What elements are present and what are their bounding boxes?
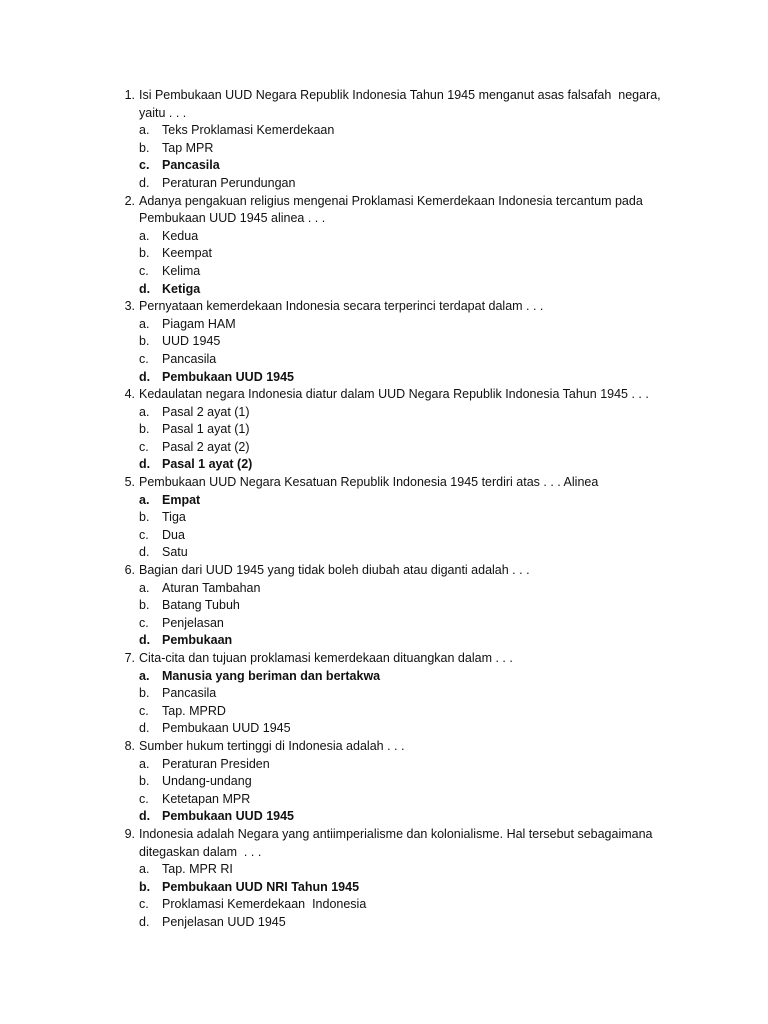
- option-text: Tap. MPR RI: [162, 862, 233, 877]
- option-b-correct: [0, 879, 768, 897]
- option-text: Pembukaan: [162, 633, 233, 648]
- option-text: Peraturan Presiden: [162, 756, 270, 771]
- option-text: Penjelasan UUD 1945: [162, 914, 286, 929]
- question-number: 4.: [124, 387, 135, 402]
- option-letter: c.: [139, 439, 149, 454]
- question-text: Kedaulatan negara Indonesia diatur dalam UUD Negara Republik Indonesia Tahun 1945 . . .: [139, 387, 649, 402]
- option-text: Penjelasan: [162, 615, 224, 630]
- option-letter: c.: [139, 615, 149, 630]
- option-d: [0, 720, 768, 738]
- question-text: Bagian dari UUD 1945 yang tidak boleh diubah atau diganti adalah . . .: [139, 563, 530, 578]
- question-number: 5.: [124, 475, 135, 490]
- option-a: [0, 316, 768, 334]
- option-c: [0, 615, 768, 633]
- option-letter: b.: [139, 774, 150, 789]
- option-text: UUD 1945: [162, 334, 221, 349]
- question-number: 1.: [124, 88, 135, 102]
- option-letter: c.: [139, 703, 149, 718]
- question-number: 8.: [124, 738, 135, 753]
- option-text: Peraturan Perundungan: [162, 175, 296, 190]
- option-letter: b.: [139, 140, 150, 155]
- question-3: [0, 298, 768, 386]
- option-text: Dua: [162, 527, 185, 542]
- option-d-correct: [0, 281, 768, 299]
- question-6: [0, 562, 768, 650]
- option-letter: d.: [139, 545, 150, 560]
- option-text: Batang Tubuh: [162, 598, 240, 613]
- option-text: Pembukaan UUD 1945: [162, 721, 291, 736]
- option-c: [0, 351, 768, 369]
- option-d-correct: [0, 808, 768, 826]
- option-letter: d.: [139, 914, 150, 929]
- option-letter: b.: [139, 686, 150, 701]
- option-text: Piagam HAM: [162, 316, 236, 331]
- option-letter: c.: [139, 527, 149, 542]
- option-a: [0, 228, 768, 246]
- question-9: [0, 826, 768, 932]
- option-a-correct: [0, 668, 768, 686]
- option-b: [0, 245, 768, 263]
- option-text: Keempat: [162, 246, 213, 261]
- question-2: [0, 193, 768, 299]
- option-text: Pancasila: [162, 351, 217, 366]
- option-a-correct: [0, 492, 768, 510]
- question-text: Pembukaan UUD Negara Kesatuan Republik Indonesia 1945 terdiri atas . . . Alinea: [139, 475, 599, 490]
- option-a: [0, 122, 768, 140]
- option-letter: a.: [139, 580, 150, 595]
- option-letter: d.: [139, 369, 151, 384]
- option-c: [0, 791, 768, 809]
- option-letter: a.: [139, 123, 150, 138]
- option-letter: c.: [139, 897, 149, 912]
- option-letter: b.: [139, 246, 150, 261]
- option-b: [0, 509, 768, 527]
- option-b: [0, 333, 768, 351]
- question-text: Sumber hukum tertinggi di Indonesia adalah . . .: [139, 738, 405, 753]
- option-text: Proklamasi Kemerdekaan Indonesia: [162, 897, 367, 912]
- question-text: Pernyataan kemerdekaan Indonesia secara terperinci terdapat dalam . . .: [139, 299, 544, 314]
- question-8: [0, 738, 768, 826]
- option-c: [0, 527, 768, 545]
- option-text: Pasal 2 ayat (1): [162, 404, 250, 419]
- option-b: [0, 685, 768, 703]
- option-text: Pembukaan UUD 1945: [162, 809, 295, 824]
- option-letter: a.: [139, 668, 150, 683]
- option-d-correct: [0, 369, 768, 387]
- option-letter: c.: [139, 158, 150, 173]
- option-d: [0, 175, 768, 193]
- option-text: Tap MPR: [162, 140, 214, 155]
- option-letter: d.: [139, 281, 151, 296]
- option-text: Kelima: [162, 263, 201, 278]
- question-number: 2.: [124, 193, 135, 208]
- question-number: 9.: [124, 826, 135, 841]
- option-letter: c.: [139, 791, 149, 806]
- question-text: Isi Pembukaan UUD Negara Republik Indonesia Tahun 1945 menganut asas falsafah negara, yaitu . . .: [139, 88, 665, 120]
- option-a: [0, 404, 768, 422]
- question-number: 6.: [124, 563, 135, 578]
- option-text: Manusia yang beriman dan bertakwa: [162, 668, 381, 683]
- option-d: [0, 914, 768, 932]
- option-letter: a.: [139, 228, 150, 243]
- question-number: 3.: [124, 299, 135, 314]
- option-text: Satu: [162, 545, 188, 560]
- question-5: [0, 474, 768, 562]
- question-7: [0, 650, 768, 738]
- option-d: [0, 544, 768, 562]
- option-text: Pasal 1 ayat (2): [162, 457, 253, 472]
- option-d-correct: [0, 456, 768, 474]
- option-letter: b.: [139, 879, 151, 894]
- option-a: [0, 580, 768, 598]
- option-c-correct: [0, 157, 768, 175]
- option-a: [0, 756, 768, 774]
- option-d-correct: [0, 632, 768, 650]
- question-number: 7.: [124, 651, 135, 665]
- option-c: [0, 703, 768, 721]
- option-text: Pembukaan UUD 1945: [162, 369, 295, 384]
- option-c: [0, 263, 768, 281]
- option-b: [0, 597, 768, 615]
- option-letter: c.: [139, 351, 149, 366]
- option-letter: b.: [139, 334, 150, 349]
- option-letter: a.: [139, 862, 150, 877]
- question-4: [0, 386, 768, 474]
- option-text: Pasal 2 ayat (2): [162, 439, 250, 454]
- option-letter: d.: [139, 633, 151, 648]
- question-text: Adanya pengakuan religius mengenai Proklamasi Kemerdekaan Indonesia tercantum pada Pembukaan UUD 1945 alinea . . .: [139, 193, 647, 226]
- option-c: [0, 896, 768, 914]
- option-text: Pancasila: [162, 158, 220, 173]
- option-letter: b.: [139, 422, 150, 437]
- option-letter: d.: [139, 175, 150, 190]
- option-text: Tap. MPRD: [162, 703, 226, 718]
- document-page: [0, 87, 768, 932]
- question-1: [0, 87, 768, 193]
- option-letter: a.: [139, 404, 150, 419]
- option-text: Ketiga: [162, 281, 201, 296]
- option-text: Teks Proklamasi Kemerdekaan: [162, 123, 335, 138]
- question-text: Indonesia adalah Negara yang antiimperialisme dan kolonialisme. Hal tersebut sebagaimana ditegaskan dalam . . .: [139, 826, 656, 859]
- option-a: [0, 861, 768, 879]
- option-letter: a.: [139, 492, 150, 507]
- option-letter: d.: [139, 809, 151, 824]
- option-letter: a.: [139, 756, 150, 771]
- option-letter: b.: [139, 598, 150, 613]
- option-text: Undang-undang: [162, 774, 252, 789]
- option-letter: d.: [139, 457, 151, 472]
- option-c: [0, 439, 768, 457]
- option-text: Empat: [162, 492, 201, 507]
- option-text: Kedua: [162, 228, 199, 243]
- question-text: Cita-cita dan tujuan proklamasi kemerdekaan dituangkan dalam . . .: [139, 651, 513, 665]
- option-letter: a.: [139, 316, 150, 331]
- option-letter: c.: [139, 263, 149, 278]
- option-text: Pancasila: [162, 686, 217, 701]
- option-b: [0, 773, 768, 791]
- option-b: [0, 421, 768, 439]
- option-letter: b.: [139, 510, 150, 525]
- option-letter: d.: [139, 721, 150, 736]
- option-text: Aturan Tambahan: [162, 580, 261, 595]
- option-text: Pasal 1 ayat (1): [162, 422, 250, 437]
- option-b: [0, 140, 768, 158]
- option-text: Ketetapan MPR: [162, 791, 251, 806]
- option-text: Pembukaan UUD NRI Tahun 1945: [162, 879, 360, 894]
- option-text: Tiga: [162, 510, 186, 525]
